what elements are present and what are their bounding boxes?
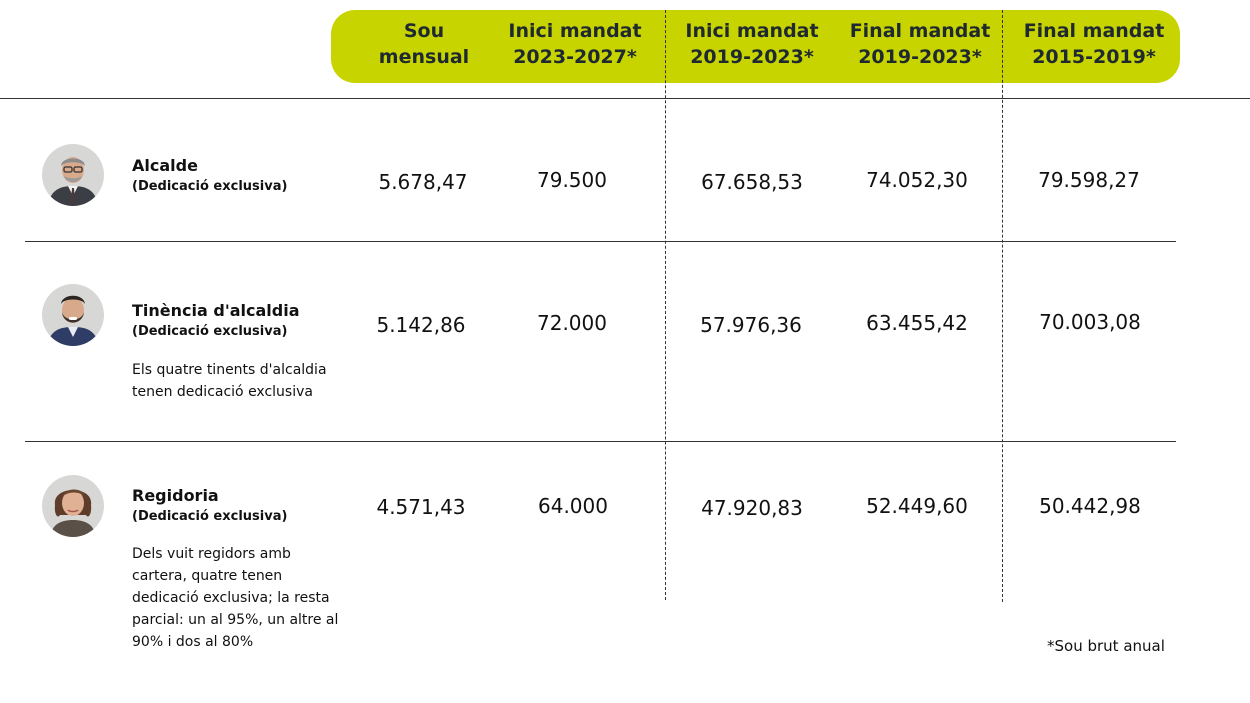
role-subtitle: (Dedicació exclusiva) — [132, 509, 288, 524]
value-cell: 79.598,27 — [1038, 168, 1140, 192]
value-cell: 47.920,83 — [701, 496, 803, 520]
role-note: Els quatre tinents d'alcaldia tenen dedicació exclusiva — [132, 362, 327, 400]
avatar-deputy-mayor — [42, 284, 104, 346]
avatar-mayor — [42, 144, 104, 206]
role-subtitle: (Dedicació exclusiva) — [132, 179, 288, 194]
avatar-councillor — [42, 475, 104, 537]
column-header-start-2019-2023: Inici mandat 2019-2023* — [685, 20, 819, 68]
footnote: *Sou brut anual — [1047, 637, 1165, 655]
value-cell: 5.678,47 — [378, 170, 468, 194]
role-note: Dels vuit regidors amb cartera, quatre tenen dedicació exclusiva; la resta parcial: un al 95%, un altre al 90% i dos al 80% — [132, 546, 339, 650]
value-cell: 79.500 — [537, 168, 607, 192]
value-cell: 50.442,98 — [1039, 494, 1141, 518]
person-photo-icon — [42, 475, 104, 537]
row-divider — [25, 241, 1176, 242]
value-cell: 57.976,36 — [700, 313, 802, 337]
value-cell: 74.052,30 — [866, 168, 968, 192]
value-cell: 72.000 — [537, 311, 607, 335]
role-title: Regidoria — [132, 486, 219, 505]
value-cell: 5.142,86 — [376, 313, 466, 337]
column-header-start-2023-2027: Inici mandat 2023-2027* — [508, 20, 642, 68]
value-cell: 67.658,53 — [701, 170, 803, 194]
column-header-monthly: Sou mensual — [378, 20, 470, 68]
row-divider — [25, 441, 1176, 442]
column-header-end-2015-2019: Final mandat 2015-2019* — [1023, 20, 1165, 68]
person-photo-icon — [42, 144, 104, 206]
role-title: Tinència d'alcaldia — [132, 301, 300, 320]
column-divider — [665, 10, 666, 600]
person-photo-icon — [42, 284, 104, 346]
column-divider — [1002, 10, 1003, 602]
role-subtitle: (Dedicació exclusiva) — [132, 324, 288, 339]
value-cell: 63.455,42 — [866, 311, 968, 335]
column-header-end-2019-2023: Final mandat 2019-2023* — [849, 20, 991, 68]
value-cell: 70.003,08 — [1039, 310, 1141, 334]
value-cell: 64.000 — [538, 494, 608, 518]
value-cell: 52.449,60 — [866, 494, 968, 518]
header-divider — [0, 98, 1250, 99]
role-title: Alcalde — [132, 156, 198, 175]
value-cell: 4.571,43 — [376, 495, 466, 519]
